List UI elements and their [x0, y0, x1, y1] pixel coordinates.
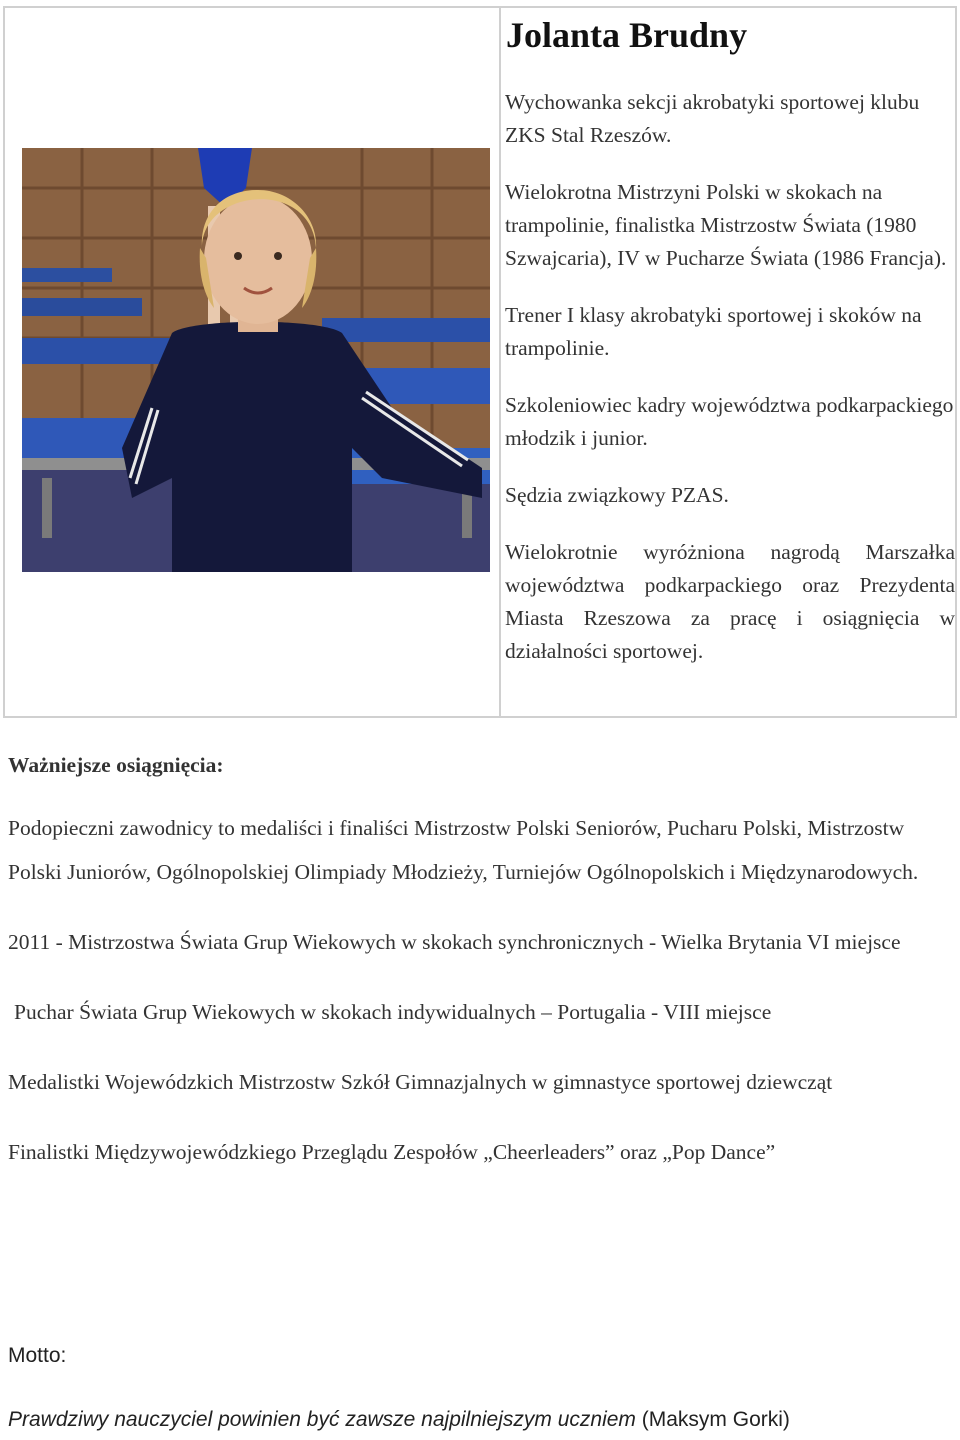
motto-author: (Maksym Gorki): [641, 1408, 790, 1431]
profile-table: [3, 6, 957, 718]
bio-paragraph: Sędzia związkowy PZAS.: [505, 483, 729, 507]
photo-cell: [5, 8, 501, 716]
bio-paragraph: Wychowanka sekcji akrobatyki sportowej klubu ZKS Stal Rzeszów.: [505, 90, 920, 147]
bio-paragraph: Wielokrotna Mistrzyni Polski w skokach na trampolinie, finalistka Mistrzostw Świata (1980 Szwajcaria), IV w Pucharze Świata (1986 Francja).: [505, 180, 947, 270]
motto-quote: Prawdziwy nauczyciel powinien być zawsze najpilniejszym uczniem: [8, 1408, 636, 1431]
gymnast-portrait-photo: [22, 148, 490, 572]
achievement-item: Medalistki Wojewódzkich Mistrzostw Szkół Gimnazjalnych w gimnastyce sportowej dziewcząt: [8, 1070, 833, 1094]
bio-text: [505, 86, 955, 692]
bio-paragraph: Wielokrotnie wyróżniona nagrodą Marszałka województwa podkarpackiego oraz Prezydenta Miasta Rzeszowa za pracę i osiągnięcia w działalności sportowej.: [505, 540, 955, 663]
bio-paragraph: Szkoleniowiec kadry województwa podkarpackiego młodzik i junior.: [505, 393, 954, 450]
bio-cell: [503, 8, 955, 716]
achievements-section: [8, 748, 953, 1174]
achievements-heading: Ważniejsze osiągnięcia:: [8, 753, 224, 777]
motto-line: [8, 1408, 790, 1432]
person-name: Jolanta Brudny: [506, 15, 748, 55]
achievement-item: Podopieczni zawodnicy to medaliści i finaliści Mistrzostw Polski Seniorów, Pucharu Polski, Mistrzostw Polski Juniorów, Ogólnopolskiej Olimpiady Młodzieży, Turniejów Ogólnopolskich i Międzynarodowych.: [8, 816, 919, 884]
achievement-item: Finalistki Międzywojewódzkiego Przeglądu Zespołów „Cheerleaders” oraz „Pop Dance”: [8, 1140, 776, 1164]
motto-label: Motto:: [8, 1344, 67, 1367]
bio-paragraph: Trener I klasy akrobatyki sportowej i skoków na trampolinie.: [505, 303, 922, 360]
achievement-item: 2011 - Mistrzostwa Świata Grup Wiekowych w skokach synchronicznych - Wielka Brytania VI miejsce: [8, 930, 901, 954]
achievement-item: Puchar Świata Grup Wiekowych w skokach indywidualnych – Portugalia - VIII miejsce: [14, 1000, 772, 1024]
